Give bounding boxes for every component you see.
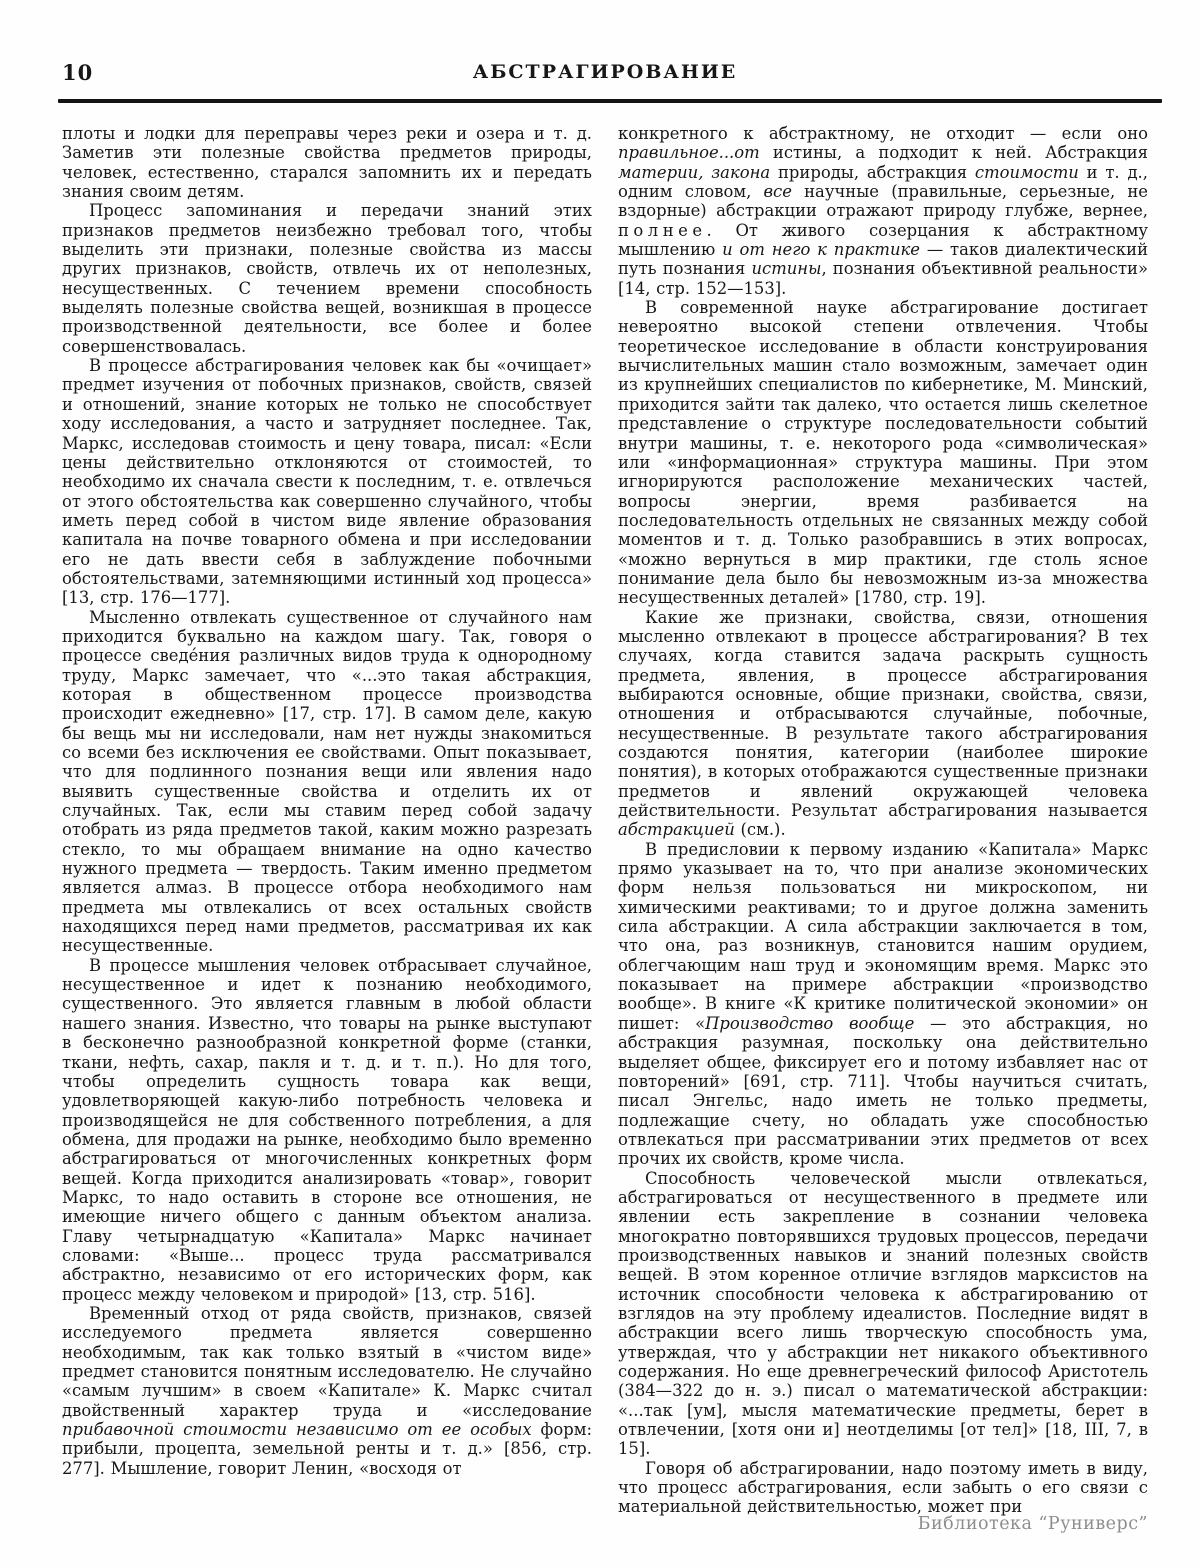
- italic-text: истины: [751, 259, 822, 279]
- body-text: Процесс запоминания и передачи знаний этих признаков предметов неизбежно требовал того, чтобы выделить эти признаки, полезные свойства из массы других признаков, свойств, отвлечь их от неполезных, несущественных. С течением времени способность выделять полезные свойства вещей, возникшая в процессе производственной деятельности, все более и более совершенствовалась.: [62, 201, 592, 356]
- paragraph: [62, 956, 592, 1304]
- body-text: научные (правильные, серьезные, не вздорные) абстракции отражают природу глубже, вернее,: [618, 182, 1148, 221]
- paragraph: [62, 201, 592, 356]
- paragraph: [618, 298, 1148, 608]
- body-text: Временный отход от ряда свойств, признаков, связей исследуемого предмета является совершенно необходимым, так как только взятый в «чистом виде» предмет становится понятным исследователю. Не случайно «самым лучшим» в своем «Капитале» К. Маркс считал двойственный характер труда и «исследование: [62, 1303, 592, 1420]
- paragraph: [618, 1459, 1148, 1517]
- body-text: , познания объективной реальности» [14, стр. 152—153].: [618, 259, 1148, 298]
- body-text: Мысленно отвлекать существенное от случайного нам приходится буквально на каждом шагу. Так, говоря о процессе сведе́ния различных видов труда к однородному труду, Маркс замечает, что «...это такая абстракция, которая в общественном процессе производства происходит ежедневно» [17, стр. 17]. В самом деле, какую бы вещь мы ни исследовали, нам нет нужды знакомиться со всеми без исключения ее свойствами. Опыт показывает, что для подлинного познания вещи или явления надо выявить существенные свойства и отделить их от случайных. Так, если мы ставим перед собой задачу отобрать из ряда предметов такой, каким можно разрезать стекло, то мы обращаем внимание на одно качество нужного предмета — твердость. Таким именно предметом является алмаз. В процессе отбора необходимого нам предмета мы отвлекались от всех остальных свойств находящихся перед нами предметов, рассматривая их как несущественные.: [62, 607, 592, 956]
- page-number: 10: [62, 60, 94, 85]
- body-text: — таков диалектический путь познания: [618, 240, 1148, 279]
- body-text: конкретного к абстрактному, не отходит — если оно: [618, 124, 1148, 143]
- text-columns: [62, 124, 1148, 1517]
- italic-text: материи, закона: [618, 162, 771, 182]
- paragraph: [618, 840, 1148, 1169]
- italic-text: прибавочной стоимости независимо от ее особых: [62, 1420, 532, 1440]
- emphasized-spaced-text: полнее: [618, 220, 707, 240]
- library-watermark: Библиотека “Руниверс”: [917, 1514, 1148, 1534]
- body-text: истины, а подходит к ней. Абстракция: [759, 143, 1148, 163]
- paragraph: [62, 608, 592, 956]
- body-text: форм: прибыли, процепта, земельной ренты и т. д.» [856, стр. 277]. Мышление, говорит Ленин, «восходя от: [62, 1420, 592, 1478]
- body-text: В предисловии к первому изданию «Капитала» Маркс прямо указывает на то, что при анализе экономических форм нельзя пользоваться ни микроскопом, ни химическими реактивами; то и другое должна заменить сила абстракции. А сила абстракции заключается в том, что она, раз возникнув, становится нашим орудием, облегчающим наш труд и экономящим время. Маркс это показывает на примере абстракции «производство вообще». В книге «К критике политической экономии» он пишет: «: [618, 839, 1148, 1033]
- body-text: и т. д., одним словом,: [618, 162, 1148, 202]
- body-text: — это абстракция, но абстракция разумная, поскольку она действительно выделяет общее, фиксирует его и потому избавляет нас от повторений» [691, стр. 711]. Чтобы научиться считать, писал Энгельс, надо иметь не только предметы, подлежащие счету, но обладать уже способностью отвлекаться при рассматривании этих предметов от всех прочих их свойств, кроме числа.: [618, 1013, 1148, 1169]
- paragraph: [618, 1169, 1148, 1459]
- italic-text: все: [763, 182, 792, 202]
- body-text: плоты и лодки для переправы через реки и озера и т. д. Заметив эти полезные свойства предметов природы, человек, естественно, старался запомнить их и передать знания своим детям.: [62, 124, 592, 202]
- paragraph: [62, 356, 592, 607]
- header-rule: [58, 99, 1162, 103]
- body-text: В процессе мышления человек отбрасывает случайное, несущественное и идет к познанию необходимого, существенного. Это является главным в любой области нашего знания. Известно, что товары на рынке выступают в бесконечно разнообразной конкретной форме (станки, ткани, нефть, сахар, пакля и т. д. и т. п.). Но для того, чтобы определить сущность товара как вещи, удовлетворяющей какую-либо потребность человека и производящейся не для собственного потребления, а для обмена, для продажи на рынке, необходимо было временно абстрагироваться от многочисленных конкретных форм вещей. Когда приходится анализировать «товар», говорит Маркс, то надо оставить в стороне все отношения, не имеющие ничего общего с данным объектом анализа. Главу четырнадцатую «Капитала» Маркс начинает словами: «Выше... процесс труда рассматривался абстрактно, независимо от его исторических форм, как процесс между человеком и природой» [13, стр. 516].: [62, 955, 592, 1304]
- page-header: [62, 58, 1148, 90]
- paragraph: [62, 124, 592, 201]
- body-text: природы, абстракция: [770, 162, 975, 182]
- italic-text: правильное...от: [618, 143, 760, 163]
- body-text: Способность человеческой мысли отвлекаться, абстрагироваться от несущественного в предмете или явлении есть закрепление в сознании человека многократно повторявшихся трудовых процессов, передачи производственных навыков и знаний полезных свойств вещей. В этом коренное отличие взглядов марксистов на источник способности человека к абстрагированию от взглядов на эту проблему идеалистов. Последние видят в абстракции всего лишь творческую способность ума, утверждая, что у абстракции нет никакого объективного содержания. Но еще древнегреческий философ Аристотель (384—322 до н. э.) писал о математической абстракции: «...так [ум], мысля математические предметы, берет в отвлечении, [хотя они и] неотделимы [от тел]» [18, III, 7, в 15].: [618, 1168, 1148, 1459]
- right-column: [618, 124, 1148, 1517]
- paragraph: [618, 124, 1148, 298]
- body-text: (см.).: [734, 820, 786, 840]
- left-column: [62, 124, 592, 1517]
- body-text: . От живого созерцания к абстрактному мышлению: [618, 220, 1148, 260]
- body-text: В процессе абстрагирования человек как бы «очищает» предмет изучения от побочных признаков, свойств, связей и отношений, знание которых не только не способствует ходу исследования, а часто и затрудняет последнее. Так, Маркс, исследовав стоимость и цену товара, писал: «Если цены действительно отклоняются от стоимостей, то необходимо их сначала свести к последним, т. е. отвлечься от этого обстоятельства как совершенно случайного, чтобы иметь перед собой в чистом виде явление образования капитала на почве товарного обмена и при исследовании его не дать ввести себя в заблуждение побочными обстоятельствами, затемняющими истинный ход процесса» [13, стр. 176—177].: [62, 356, 592, 608]
- italic-text: Производство вообще: [705, 1013, 915, 1033]
- paragraph: [62, 1304, 592, 1478]
- italic-text: и от него к практике: [722, 240, 920, 260]
- body-text: Говоря об абстрагировании, надо поэтому иметь в виду, что процесс абстрагирования, если забыть о его связи с материальной действительностью, может при: [618, 1458, 1148, 1517]
- body-text: В современной науке абстрагирование достигает невероятно высокой степени отвлечения. Чтобы теоретическое исследование в области конструирования вычислительных машин стало возможным, замечает один из крупнейших специалистов по кибернетике, М. Минский, приходится зайти так далеко, что остается лишь скелетное представление о структуре последовательности событий внутри машины, т. е. некоторого рода «символическая» или «информационная» структура машины. При этом игнорируются расположение механических частей, вопросы энергии, время разбивается на последовательность отдельных не связанных между собой моментов и т. д. Только разобравшись в этих вопросах, «можно вернуться в мир практики, где столь ясное понимание дела было бы невозможным из-за множества несущественных деталей» [1780, стр. 19].: [618, 298, 1148, 608]
- paragraph: [618, 608, 1148, 840]
- body-text: Какие же признаки, свойства, связи, отношения мысленно отвлекают в процессе абстрагирования? В тех случаях, когда ставится задача раскрыть сущность предмета, явления, в процессе абстрагирования выбираются основные, общие признаки, свойства, связи, отношения и отбрасываются случайные, побочные, несущественные. В результате такого абстрагирования создаются понятия, категории (наиболее широкие понятия), в которых отображаются существенные признаки предметов и явлений окружающей человека действительности. Результат абстрагирования называется: [618, 607, 1148, 821]
- italic-text: стоимости: [974, 162, 1079, 182]
- italic-text: абстракцией: [618, 820, 735, 840]
- running-title: АБСТРАГИРОВАНИЕ: [472, 61, 738, 83]
